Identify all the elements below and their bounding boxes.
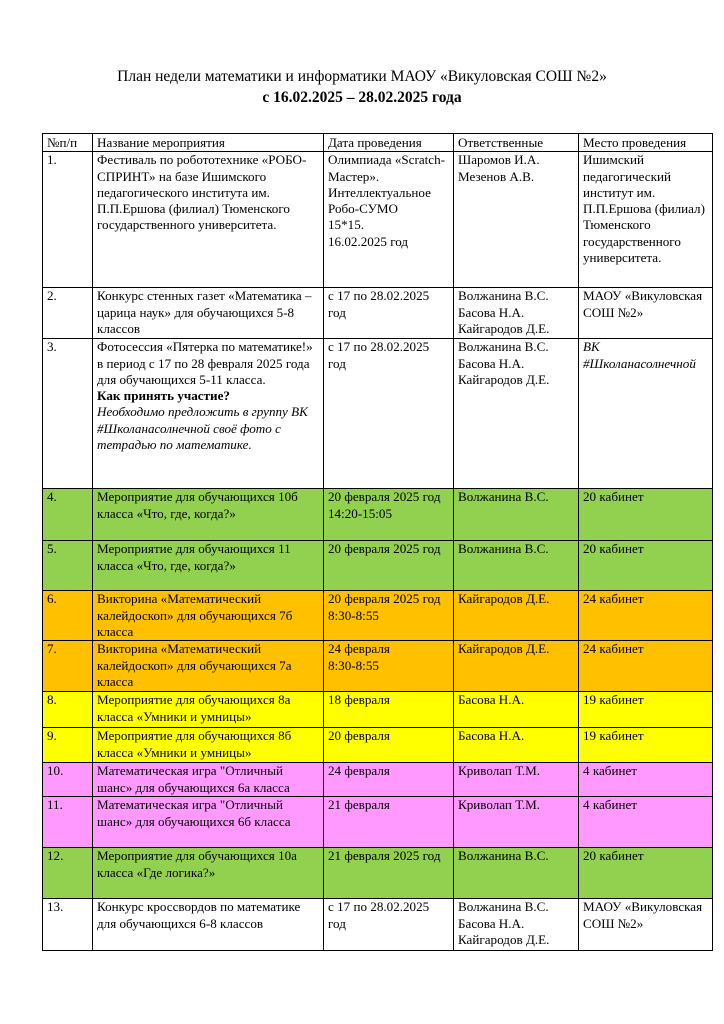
column-header-place: Место проведения: [579, 134, 713, 152]
events-table: [42, 133, 713, 951]
table-row: [43, 728, 713, 763]
event-responsible: Волжанина В.С.: [454, 541, 579, 591]
event-date: с 17 по 28.02.2025 год: [324, 288, 454, 339]
row-number: 8.: [43, 692, 93, 728]
table-header-row: [43, 134, 713, 152]
table-row: [43, 541, 713, 591]
event-responsible: Волжанина В.С. Басова Н.А. Кайгародов Д.Е.: [454, 899, 579, 951]
event-responsible: Кайгародов Д.Е.: [454, 591, 579, 641]
row-number: 10.: [43, 763, 93, 797]
row-number: 5.: [43, 541, 93, 591]
event-place: 20 кабинет: [579, 541, 713, 591]
event-date: 21 февраля 2025 год: [324, 848, 454, 899]
event-name: Мероприятие для обучающихся 10а класса «Где логика?»: [93, 848, 324, 899]
event-name: [93, 339, 324, 489]
page-title: План недели математики и информатики МАОУ «Викуловская СОШ №2»: [117, 68, 607, 85]
row-number: 1.: [43, 152, 93, 288]
event-place: МАОУ «Викуловская СОШ №2»: [579, 899, 713, 951]
event-responsible: Волжанина В.С.: [454, 489, 579, 541]
event-responsible: Шаромов И.А. Мезенов А.В.: [454, 152, 579, 288]
column-header-event-name: Название мероприятия: [93, 134, 324, 152]
row-number: 6.: [43, 591, 93, 641]
event-date: 21 февраля: [324, 797, 454, 848]
page-subtitle-dates: с 16.02.2025 – 28.02.2025 года: [262, 89, 462, 106]
event-responsible: Криволап Т.М.: [454, 763, 579, 797]
event-place: 20 кабинет: [579, 489, 713, 541]
row-number: 12.: [43, 848, 93, 899]
event-name: Викторина «Математический калейдоскоп» для обучающихся 7б класса: [93, 591, 324, 641]
event-place: 24 кабинет: [579, 591, 713, 641]
table-row: [43, 848, 713, 899]
event-name: Фестиваль по робототехнике «РОБО-СПРИНТ» на базе Ишимского педагогического института им. П.П.Ершова (филиал) Тюменского государственного университета.: [93, 152, 324, 288]
participation-question: Как принять участие?: [97, 388, 230, 404]
event-name: Математическая игра "Отличный шанс» для обучающихся 6а класса: [93, 763, 324, 797]
row-number: 11.: [43, 797, 93, 848]
event-date: 20 февраля 2025 год: [324, 541, 454, 591]
event-name: Мероприятие для обучающихся 11 класса «Что, где, когда?»: [93, 541, 324, 591]
table-row: [43, 339, 713, 489]
event-date: 18 февраля: [324, 692, 454, 728]
event-date: Олимпиада «Scratch-Мастер». Интеллектуальное Робо-СУМО 15*15. 16.02.2025 год: [324, 152, 454, 288]
participation-instructions: Необходимо предложить в группу ВК #Школанасолнечной своё фото с тетрадью по математике.: [97, 404, 308, 453]
table-row: [43, 641, 713, 692]
event-responsible: Волжанина В.С.: [454, 848, 579, 899]
event-date: 20 февраля: [324, 728, 454, 763]
event-date: с 17 по 28.02.2025 год: [324, 899, 454, 951]
event-place: ВК #Школанасолнечной: [579, 339, 713, 489]
table-row: [43, 692, 713, 728]
table-row: [43, 288, 713, 339]
event-name: Мероприятие для обучающихся 10б класса «Что, где, когда?»: [93, 489, 324, 541]
event-responsible: Волжанина В.С. Басова Н.А. Кайгародов Д.Е.: [454, 339, 579, 489]
column-header-responsible: Ответственные: [454, 134, 579, 152]
event-place: 19 кабинет: [579, 728, 713, 763]
event-name-text: Фотосессия «Пятерка по математике!» в период с 17 по 28 февраля 2025 года для обучающихся 5-11 класса.: [97, 339, 313, 387]
event-place: МАОУ «Викуловская СОШ №2»: [579, 288, 713, 339]
table-row: [43, 763, 713, 797]
event-name: Мероприятие для обучающихся 8а класса «Умники и умницы»: [93, 692, 324, 728]
event-place: 20 кабинет: [579, 848, 713, 899]
event-responsible: Басова Н.А.: [454, 692, 579, 728]
row-number: 3.: [43, 339, 93, 489]
event-name: Конкурс стенных газет «Математика – царица наук» для обучающихся 5-8 классов: [93, 288, 324, 339]
event-place: 4 кабинет: [579, 797, 713, 848]
event-responsible: Волжанина В.С. Басова Н.А. Кайгародов Д.Е.: [454, 288, 579, 339]
row-number: 2.: [43, 288, 93, 339]
event-place: Ишимский педагогический институт им. П.П.Ершова (филиал) Тюменского государственного университета.: [579, 152, 713, 288]
event-responsible: Басова Н.А.: [454, 728, 579, 763]
table-row: [43, 489, 713, 541]
event-place: 19 кабинет: [579, 692, 713, 728]
column-header-number: №п/п: [43, 134, 93, 152]
event-place: 4 кабинет: [579, 763, 713, 797]
event-date: с 17 по 28.02.2025 год: [324, 339, 454, 489]
row-number: 4.: [43, 489, 93, 541]
row-number: 9.: [43, 728, 93, 763]
event-date: 20 февраля 2025 год 8:30-8:55: [324, 591, 454, 641]
event-date: 20 февраля 2025 год 14:20-15:05: [324, 489, 454, 541]
event-date: 24 февраля 8:30-8:55: [324, 641, 454, 692]
column-header-date: Дата проведения: [324, 134, 454, 152]
event-date: 24 февраля: [324, 763, 454, 797]
table-row: [43, 152, 713, 288]
row-number: 13.: [43, 899, 93, 951]
event-name: Математическая игра "Отличный шанс» для обучающихся 6б класса: [93, 797, 324, 848]
row-number: 7.: [43, 641, 93, 692]
table-row: [43, 797, 713, 848]
event-place: 24 кабинет: [579, 641, 713, 692]
event-name: Конкурс кроссвордов по математике для обучающихся 6-8 классов: [93, 899, 324, 951]
table-row: [43, 591, 713, 641]
table-row: [43, 899, 713, 951]
event-name: Викторина «Математический калейдоскоп» для обучающихся 7а класса: [93, 641, 324, 692]
event-name: Мероприятие для обучающихся 8б класса «Умники и умницы»: [93, 728, 324, 763]
event-responsible: Кайгародов Д.Е.: [454, 641, 579, 692]
event-responsible: Криволап Т.М.: [454, 797, 579, 848]
